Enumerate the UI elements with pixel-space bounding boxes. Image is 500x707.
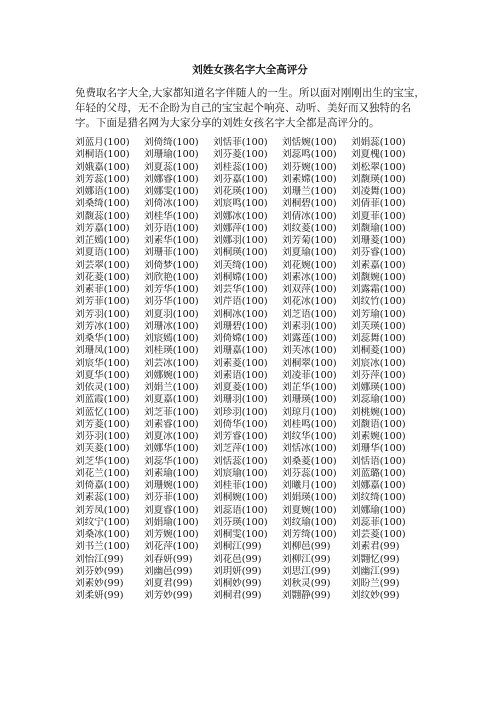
name-entry: 刘芬睿(100) [351, 247, 406, 259]
name-entry: 刘倚嘉(100) [75, 480, 130, 491]
name-entry: 刘宸鸣(100) [213, 198, 268, 210]
name-entry: 刘珊瑜(100) [144, 149, 199, 161]
name-entry: 刘素蕊(100) [75, 492, 130, 504]
name-entry: 刘珊瑛(100) [282, 394, 337, 406]
name-entry: 刘素妙(99) [75, 578, 124, 589]
name-entry: 刘珊凤(100) [75, 345, 130, 357]
name-entry: 刘夏瑜(100) [282, 247, 337, 259]
name-entry: 刘馥瑜(100) [351, 222, 406, 234]
name-entry: 刘芸华(100) [213, 284, 268, 295]
name-entry: 刘蓝璐(100) [351, 467, 406, 479]
name-entry: 刘桐雯(100) [213, 529, 268, 540]
name-entry: 刘露莲(100) [282, 333, 337, 344]
name-entry: 刘夏语(100) [75, 247, 130, 259]
name-entry: 刘柳邑(99) [282, 541, 331, 553]
name-entry: 刘纹华(100) [282, 431, 337, 442]
name-entry: 刘娜冰(100) [213, 210, 268, 222]
name-entry: 刘夏槐(100) [351, 149, 406, 161]
name-entry: 刘凌菲(100) [282, 369, 337, 381]
name-entry: 刘曦月(100) [282, 480, 337, 491]
name-entry: 刘珍羽(100) [213, 406, 268, 418]
name-entry: 刘芬华(100) [144, 296, 199, 308]
name-entry: 刘柳江(99) [282, 553, 331, 565]
name-entry: 刘桑冰(100) [75, 529, 130, 540]
name-entry: 刘芬嘉(100) [213, 173, 268, 185]
name-entry: 刘芳绮(100) [282, 529, 337, 540]
name-entry: 刘芳婉(100) [144, 529, 199, 540]
name-entry: 刘恬语(100) [351, 455, 406, 467]
name-entry: 刘素嫦(100) [282, 173, 337, 185]
name-entry: 刘芳蕊(100) [75, 173, 130, 185]
name-entry: 刘素嘉(100) [351, 259, 406, 271]
name-entry: 刘恬蕊(100) [213, 455, 268, 467]
name-entry: 刘纹菱(100) [282, 222, 337, 234]
name-entry: 刘桂瑛(100) [144, 345, 199, 357]
name-entry: 刘夏婉(100) [282, 504, 337, 516]
name-entry: 刘幽江(99) [351, 565, 400, 577]
name-entry: 刘桐君(99) [213, 590, 262, 602]
name-entry: 刘素睿(100) [144, 418, 199, 430]
name-entry: 刘桂鸣(100) [282, 418, 337, 430]
name-entry: 刘素冰(100) [282, 271, 337, 283]
name-entry: 刘娜睿(100) [144, 173, 199, 185]
name-entry: 刘纹竹(100) [351, 296, 406, 308]
name-entry: 刘桐江(99) [213, 541, 262, 553]
name-entry: 刘夏冰(100) [144, 431, 199, 442]
name-entry: 刘夏羽(100) [144, 308, 199, 320]
name-entry: 刘依灵(100) [75, 382, 130, 393]
intro-paragraph: 免费取名字大全,大家都知道名字伴随人的一生。所以面对刚刚出生的宝宝，年轻的父母，无不企盼为自己的宝宝起个响亮、动听、美好而又独特的名字。下面是猎名网为大家分享的刘姓女孩名字大全都是高评分的。 [75, 87, 425, 129]
name-entry: 刘翾忆(99) [351, 553, 400, 565]
name-entry: 刘柔妍(99) [75, 590, 124, 602]
name-entry: 刘恬菲(100) [213, 137, 268, 148]
name-entry: 刘娜婉(100) [144, 369, 199, 381]
name-entry: 刘倚梦(100) [144, 259, 199, 271]
name-entry: 刘芳菱(100) [75, 418, 130, 430]
name-entry: 刘桐菱(100) [351, 345, 406, 357]
name-entry: 刘芸冰(100) [144, 357, 199, 369]
name-entry: 刘桑华(100) [75, 333, 130, 344]
name-entry: 刘恬冰(100) [282, 443, 337, 455]
name-entry: 刘桐碧(100) [282, 198, 337, 210]
name-entry: 刘娟蕊(100) [351, 137, 406, 148]
name-entry: 刘芳冰(100) [75, 320, 130, 332]
name-entry: 刘素婉(100) [351, 431, 406, 442]
name-grid [75, 137, 435, 603]
name-entry: 刘双萍(100) [282, 284, 337, 295]
name-entry: 刘芬瑛(100) [213, 516, 268, 528]
name-entry: 刘娟瑜(100) [144, 516, 199, 528]
name-entry: 刘娥嘉(100) [75, 161, 130, 173]
name-entry: 刘蕊语(100) [213, 504, 268, 516]
name-entry: 刘花邑(99) [213, 553, 262, 565]
name-entry: 刘素华(100) [144, 235, 199, 246]
name-entry: 刘桐语(100) [75, 149, 130, 161]
name-entry: 刘珊婉(100) [144, 480, 199, 491]
name-entry: 刘素君(99) [351, 541, 400, 553]
name-entry: 刘娟兰(100) [144, 382, 199, 393]
name-entry: 刘娜瑜(100) [351, 504, 406, 516]
name-entry: 刘娜语(100) [75, 186, 130, 197]
name-entry: 刘芳菊(100) [282, 235, 337, 246]
name-entry: 刘倚绮(100) [144, 137, 199, 148]
name-entry: 刘桐瑛(100) [213, 247, 268, 259]
name-entry: 刘素菲(100) [75, 284, 130, 295]
name-entry: 刘素语(100) [213, 369, 268, 381]
name-entry: 刘盼兰(99) [351, 578, 400, 589]
name-entry: 刘玥妍(99) [213, 565, 262, 577]
name-entry: 刘夏君(99) [144, 578, 193, 589]
name-entry: 刘芷华(100) [282, 382, 337, 393]
name-entry: 刘松翠(100) [351, 161, 406, 173]
name-entry: 刘夏嘉(100) [144, 394, 199, 406]
name-entry: 刘芳羽(100) [75, 308, 130, 320]
name-entry: 刘芬菲(100) [144, 492, 199, 504]
name-entry: 刘怡江(99) [75, 553, 124, 565]
name-entry: 刘宸冰(100) [351, 357, 406, 369]
name-entry: 刘娜瑛(100) [351, 382, 406, 393]
name-entry: 刘露霜(100) [351, 284, 406, 295]
name-entry: 刘倚嫦(100) [213, 333, 268, 344]
name-entry: 刘宸华(100) [75, 357, 130, 369]
name-entry: 刘恬婉(100) [282, 137, 337, 148]
name-entry: 刘倩冰(100) [282, 210, 337, 222]
name-entry: 刘花冰(100) [282, 296, 337, 308]
name-entry: 刘桂蕊(100) [213, 161, 268, 173]
name-entry: 刘珊羽(100) [213, 394, 268, 406]
name-entry: 刘夏蕊(100) [144, 161, 199, 173]
name-entry: 刘桐妙(99) [213, 578, 262, 589]
name-entry: 刘素羽(100) [282, 320, 337, 332]
name-entry: 刘夏菱(100) [213, 382, 268, 393]
name-entry: 刘芙绮(100) [213, 259, 268, 271]
name-entry: 刘翾静(99) [282, 590, 331, 602]
name-entry: 刘珊嘉(100) [213, 345, 268, 357]
name-entry: 刘芳嘉(100) [75, 222, 130, 234]
document-title: 刘姓女孩名字大全高评分 [192, 64, 308, 76]
name-entry: 刘芸翠(100) [75, 259, 130, 271]
name-entry: 刘桐婉(100) [213, 492, 268, 504]
name-entry: 刘芳菲(100) [75, 296, 130, 308]
name-entry: 刘芬菱(100) [213, 149, 268, 161]
name-entry: 刘倚冰(100) [144, 198, 199, 210]
name-entry: 刘倩菲(100) [351, 198, 406, 210]
name-entry: 刘芝菲(100) [144, 406, 199, 418]
name-entry: 刘馥蕊(100) [75, 210, 130, 222]
name-entry: 刘蕊瑜(100) [351, 394, 406, 406]
name-entry: 刘馥婉(100) [351, 271, 406, 283]
name-entry: 刘桑绮(100) [75, 198, 130, 210]
name-entry: 刘芙菱(100) [75, 443, 130, 455]
name-entry: 刘春妍(99) [144, 553, 193, 565]
name-entry: 刘秋灵(99) [282, 578, 331, 589]
name-entry: 刘蕊鸣(100) [282, 149, 337, 161]
name-entry: 刘芝语(100) [282, 308, 337, 320]
name-entry: 刘纹绮(100) [351, 492, 406, 504]
name-entry: 刘夏华(100) [75, 369, 130, 381]
name-entry: 刘娜羽(100) [213, 235, 268, 246]
name-entry: 刘蓝忆(100) [75, 406, 130, 418]
name-entry: 刘珊菲(100) [144, 247, 199, 259]
name-entry: 刘芝萍(100) [213, 443, 268, 455]
name-entry: 刘蓝霞(100) [75, 394, 130, 406]
name-entry: 刘馥语(100) [351, 418, 406, 430]
name-entry: 刘思江(99) [282, 565, 331, 577]
name-entry: 刘馥瑛(100) [351, 173, 406, 185]
name-entry: 刘芬妙(99) [75, 565, 124, 577]
name-entry: 刘花婉(100) [282, 259, 337, 271]
name-entry: 刘娟瑛(100) [282, 492, 337, 504]
name-entry: 刘桂华(100) [144, 210, 199, 222]
name-entry: 刘桐嫦(100) [213, 271, 268, 283]
name-entry: 刘花瑛(100) [213, 186, 268, 197]
name-entry: 刘珊冰(100) [144, 320, 199, 332]
name-entry: 刘娜萍(100) [213, 222, 268, 234]
name-entry: 刘芹语(100) [213, 296, 268, 308]
name-entry: 刘芳华(100) [144, 284, 199, 295]
name-entry: 刘纹妙(99) [351, 590, 400, 602]
name-entry: 刘幽邑(99) [144, 565, 193, 577]
name-entry: 刘花兰(100) [75, 467, 130, 479]
name-entry: 刘凌舞(100) [351, 186, 406, 197]
name-entry: 刘夏睿(100) [144, 504, 199, 516]
name-entry: 刘素瑜(100) [144, 467, 199, 479]
name-entry: 刘珊菱(100) [351, 235, 406, 246]
name-entry: 刘芳睿(100) [213, 431, 268, 442]
name-entry: 刘纹瑜(100) [282, 516, 337, 528]
name-entry: 刘芙瑛(100) [351, 320, 406, 332]
name-entry: 刘琼月(100) [282, 406, 337, 418]
name-entry: 刘桐翠(100) [282, 357, 337, 369]
name-entry: 刘芳凤(100) [75, 504, 130, 516]
name-entry: 刘花菱(100) [75, 271, 130, 283]
name-entry: 刘倚华(100) [213, 418, 268, 430]
name-entry: 刘桃婉(100) [351, 406, 406, 418]
name-entry: 刘欣艳(100) [144, 271, 199, 283]
name-entry: 刘芷嫣(100) [75, 235, 130, 246]
name-entry: 刘芬萍(100) [351, 369, 406, 381]
name-entry: 刘珊碧(100) [213, 320, 268, 332]
name-entry: 刘珊兰(100) [282, 186, 337, 197]
name-entry: 刘芳妙(99) [144, 590, 193, 602]
name-entry: 刘素菱(100) [213, 357, 268, 369]
name-entry: 刘芳瑜(100) [351, 308, 406, 320]
name-entry: 刘娜雯(100) [144, 186, 199, 197]
name-entry: 刘桂菲(100) [213, 480, 268, 491]
name-entry: 刘宸嫣(100) [144, 333, 199, 344]
name-entry: 刘蓝月(100) [75, 137, 130, 148]
name-entry: 刘夏菲(100) [351, 210, 406, 222]
name-entry: 刘芬羽(100) [75, 431, 130, 442]
name-entry: 刘桑菱(100) [282, 455, 337, 467]
name-entry: 刘芝华(100) [75, 455, 130, 467]
name-entry: 刘蕊菲(100) [351, 516, 406, 528]
name-entry: 刘娜嘉(100) [351, 480, 406, 491]
name-entry: 刘芬婉(100) [282, 161, 337, 173]
name-entry: 刘桐冰(100) [213, 308, 268, 320]
name-entry: 刘珊华(100) [351, 443, 406, 455]
name-entry: 刘蕊舞(100) [351, 333, 406, 344]
name-entry: 刘书兰(100) [75, 541, 130, 553]
name-entry: 刘蕊华(100) [144, 455, 199, 467]
name-entry: 刘芬蕊(100) [282, 467, 337, 479]
name-entry: 刘芙冰(100) [282, 345, 337, 357]
name-entry: 刘花萍(100) [144, 541, 199, 553]
name-entry: 刘娜华(100) [144, 443, 199, 455]
name-entry: 刘纹宁(100) [75, 516, 130, 528]
name-entry: 刘宸瑜(100) [213, 467, 268, 479]
name-entry: 刘芬语(100) [144, 222, 199, 234]
name-entry: 刘芸菱(100) [351, 529, 406, 540]
